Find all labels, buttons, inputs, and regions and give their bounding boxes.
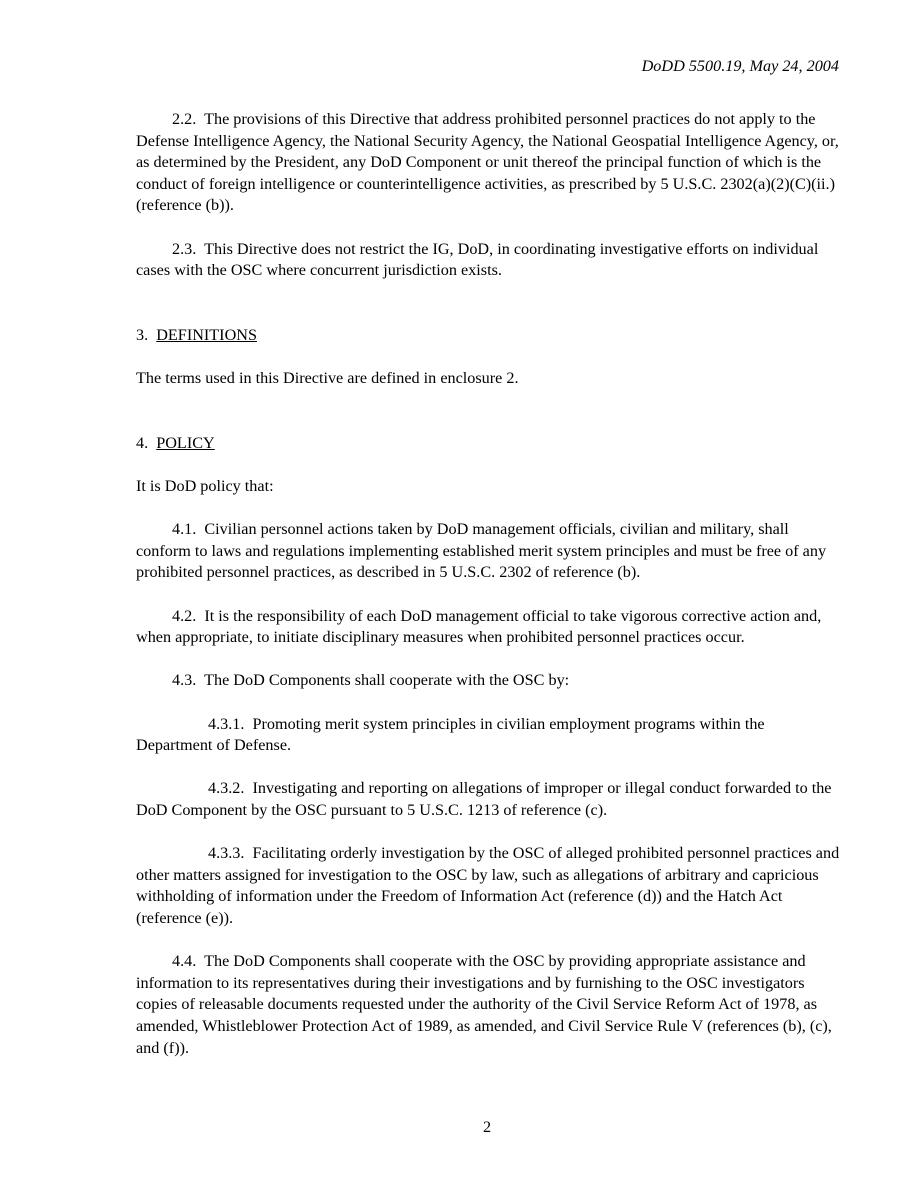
paragraph-number: 4.2. [172, 606, 197, 625]
paragraph-text: The DoD Components shall cooperate with the OSC by providing appropriate assistance and information to its representatives during their investigations and by furnishing to the OSC investigators copies of releasable documents requested under the authority of the Civil Service Reform Act of 1978, as amended, Whistleblower Protection Act of 1989, as amended, and Civil Service Rule V (references (b), (c), and (f)). [136, 952, 832, 1057]
paragraph-number: 4.3.2. [208, 779, 245, 798]
paragraph-number: 2.3. [172, 239, 197, 258]
paragraph-text: Investigating and reporting on allegations of improper or illegal conduct forwarded to the DoD Component by the OSC pursuant to 5 U.S.C. 1213 of reference (c). [136, 779, 832, 819]
section-heading-definitions [136, 325, 842, 347]
section-title: DEFINITIONS [156, 325, 257, 344]
section-number: 4. [136, 433, 149, 452]
section-title: POLICY [156, 433, 215, 452]
document-header [642, 56, 839, 78]
paragraph-number: 2.2. [172, 110, 197, 128]
paragraph-text: Civilian personnel actions taken by DoD management officials, civilian and military, shall conform to laws and regulations implementing established merit system principles and must be free of any prohibited personnel practices, as described in 5 U.S.C. 2302 of reference (b). [136, 520, 827, 582]
paragraph-text: This Directive does not restrict the IG, DoD, in coordinating investigative efforts on individual cases with the OSC where concurrent jurisdiction exists. [136, 239, 819, 280]
section-heading-policy [136, 433, 842, 455]
paragraph-4-3-1 [136, 714, 842, 757]
page-body [136, 109, 842, 1059]
paragraph-text: The provisions of this Directive that address prohibited personnel practices do not apply to the Defense Intelligence Agency, the National Security Agency, the National Geospatial Intelligence Agency, or, as determined by the President, any DoD Component or unit thereof the principal function of which is the conduct of foreign intelligence or counterintelligence activities, as prescribed by 5 U.S.C. 2302(a)(2)(C)(ii.) (reference (b)). [136, 110, 839, 215]
paragraph-text: It is the responsibility of each DoD management official to take vigorous corrective action and, when appropriate, to initiate disciplinary measures when prohibited personnel practices occur. [136, 606, 822, 647]
paragraph-number: 4.3. [172, 671, 197, 690]
paragraph-4-3 [136, 670, 842, 692]
paragraph-text: Promoting merit system principles in civilian employment programs within the Department of Defense. [136, 714, 765, 755]
paragraph-2-2 [136, 109, 842, 217]
page-footer [0, 1117, 920, 1139]
paragraph-text: The DoD Components shall cooperate with the OSC by: [204, 671, 570, 690]
paragraph-4-1 [136, 519, 842, 584]
document-reference: DoDD 5500.19, May 24, 2004 [641, 57, 839, 75]
page-number: 2 [482, 1118, 492, 1136]
paragraph-4-4 [136, 951, 842, 1059]
paragraph-number: 4.3.3. [208, 844, 245, 863]
paragraph-2-3 [136, 239, 842, 282]
paragraph-number: 4.1. [172, 520, 197, 539]
paragraph-4-2 [136, 606, 842, 649]
policy-intro: It is DoD policy that: [136, 477, 274, 496]
paragraph-4-3-2 [136, 778, 842, 821]
paragraph-number: 4.3.1. [208, 714, 245, 733]
section-number: 3. [136, 325, 149, 344]
paragraph-text: Facilitating orderly investigation by the OSC of alleged prohibited personnel practices and other matters assigned for investigation to the OSC by law, such as allegations of arbitrary and capricious withholding of information under the Freedom of Information Act (reference (d)) and the Hatch Act (reference (e)). [136, 844, 840, 927]
paragraph-number: 4.4. [172, 952, 197, 971]
definitions-text: The terms used in this Directive are defined in enclosure 2. [136, 369, 519, 388]
paragraph-4-3-3 [136, 843, 842, 929]
